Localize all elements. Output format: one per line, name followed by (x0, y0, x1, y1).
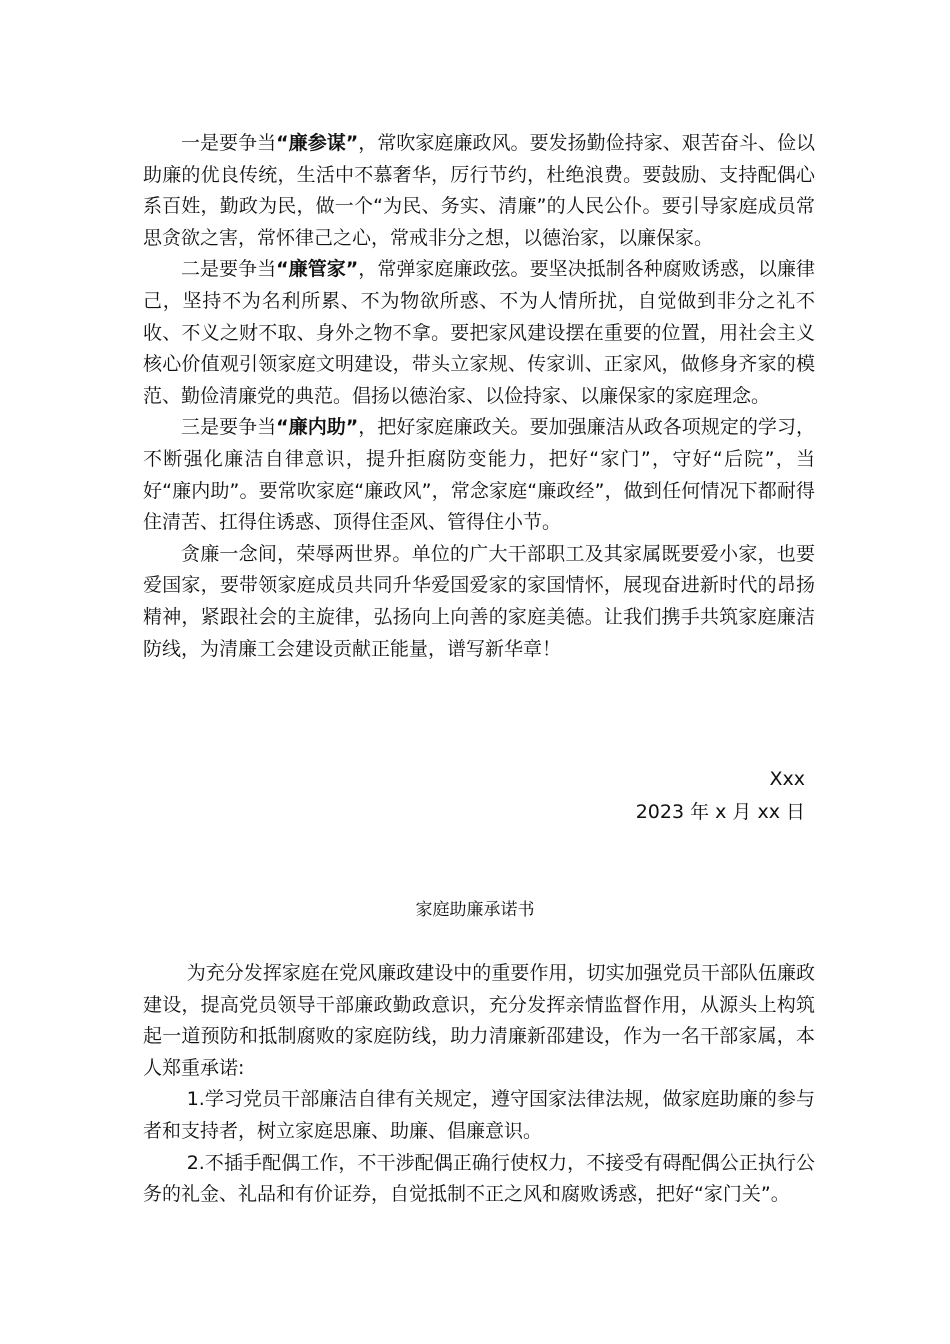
document-title: 家庭助廉承诺书 (415, 900, 535, 920)
signature-date: 2023 年 x 月 xx 日 (635, 801, 805, 823)
pledge-item-1: 1.学习党员干部廉洁自律有关规定，遵守国家法律法规，做家庭助廉的参与者和支持者，树立家庭思廉、助廉、倡廉意识。 (143, 1088, 815, 1142)
paragraph-lian-canmou (143, 128, 815, 254)
paragraph-lead: 二是要争当 (181, 258, 277, 281)
paragraph-bold-term: “廉内助” (276, 416, 359, 439)
paragraph-bold-term: “廉参谋” (276, 132, 359, 154)
letter-body (143, 128, 815, 665)
paragraph-lian-neizhu (143, 412, 815, 538)
paragraph-bold-term: “廉管家” (276, 258, 359, 281)
paragraph-lead: 一是要争当 (181, 132, 277, 154)
paragraph-text: ，常吹家庭廉政风。要发扬勤俭持家、艰苦奋斗、俭以助廉的优良传统，生活中不慕奢华，厉行节约，杜绝浪费。要鼓励、支持配偶心系百姓，勤政为民，做一个“为民、务实、清廉”的人民公仆。要引导家庭成员常思贪欲之害，常怀律己之心，常戒非分之想，以德治家，以廉保家。 (143, 132, 815, 249)
paragraph-lead: 三是要争当 (181, 416, 277, 439)
signature-name: Xxx (769, 768, 805, 790)
paragraph-closing: 贪廉一念间，荣辱两世界。单位的广大干部职工及其家属既要爱小家，也要爱国家，要带领家庭成员共同升华爱国爱家的家国情怀，展现奋进新时代的昂扬精神，紧跟社会的主旋律，弘扬向上向善的家庭美德。让我们携手共筑家庭廉洁防线，为清廉工会建设贡献正能量，谱写新华章！ (143, 542, 815, 660)
pledge-intro: 为充分发挥家庭在党风廉政建设中的重要作用，切实加强党员干部队伍廉政建设，提高党员领导干部廉政勤政意识，充分发挥亲情监督作用，从源头上构筑起一道预防和抵制腐败的家庭防线，助力清廉新邵建设，作为一名干部家属，本人郑重承诺: (143, 962, 815, 1079)
pledge-item-2: 2.不插手配偶工作，不干涉配偶正确行使权力，不接受有碍配偶公正执行公务的礼金、礼品和有价证券，自觉抵制不正之风和腐败诱惑，把好“家门关”。 (143, 1151, 815, 1206)
paragraph-text: ，把好家庭廉政关。要加强廉洁从政各项规定的学习，不断强化廉洁自律意识，提升拒腐防变能力，把好“家门”，守好“后院”，当好“廉内助”。要常吹家庭“廉政风”，常念家庭“廉政经”，做到任何情况下都耐得住清苦、扛得住诱惑、顶得住歪风、管得住小节。 (143, 416, 815, 534)
paragraph-text: ，常弹家庭廉政弦。要坚决抵制各种腐败诱惑，以廉律己，坚持不为名利所累、不为物欲所惑、不为人情所扰，自觉做到非分之礼不收、不义之财不取、身外之物不拿。要把家风建设摆在重要的位置，用社会主义核心价值观引领家庭文明建设，带头立家规、传家训、正家风，做修身齐家的模范、勤俭清廉党的典范。倡扬以德治家、以俭持家、以廉保家的家庭理念。 (143, 258, 815, 407)
pledge-body (143, 958, 815, 1211)
paragraph-lian-guanjia (143, 254, 815, 412)
